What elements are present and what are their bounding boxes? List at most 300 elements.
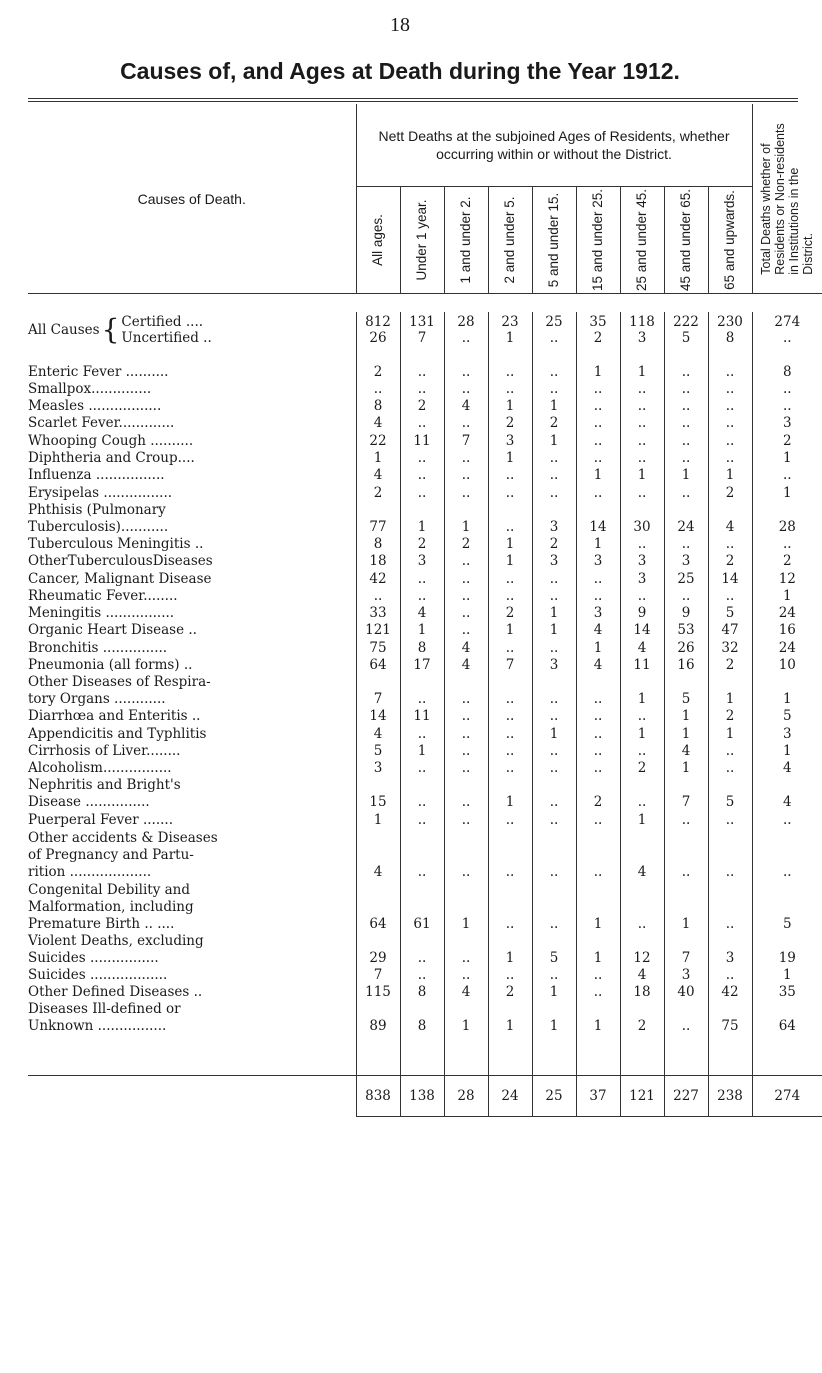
table-cell: 1 [752, 588, 822, 605]
table-row [28, 484, 822, 501]
table-cell: .. [444, 588, 488, 605]
table-cell: 1 [752, 450, 822, 467]
table-cell: .. [444, 570, 488, 587]
table-cell: .. [444, 811, 488, 828]
table-cell: .. [576, 725, 620, 742]
table-row [28, 570, 822, 587]
table-cell: .. [664, 484, 708, 501]
table-cell: .. [576, 484, 620, 501]
table-cell: .. [708, 811, 752, 828]
table-cell: 89 [356, 1001, 400, 1035]
table-cell: .. [620, 381, 664, 398]
table-cell: 4 [620, 829, 664, 881]
table-cell: .. [752, 829, 822, 881]
table-cell: .. [400, 829, 444, 881]
table-cell: .. [488, 708, 532, 725]
causes-of-death-table [28, 104, 822, 1117]
cause-label [28, 432, 356, 449]
cause-label-line: Diphtheria and Croup.... [28, 450, 195, 467]
table-cell: .. [620, 588, 664, 605]
all-causes-cell [400, 312, 444, 346]
table-cell: 1 [532, 432, 576, 449]
table-cell: .. [444, 467, 488, 484]
table-row [28, 432, 822, 449]
table-row [28, 398, 822, 415]
table-cell: .. [444, 725, 488, 742]
table-cell: 2 [752, 432, 822, 449]
table-cell: 1 [532, 398, 576, 415]
all-causes-row [28, 312, 822, 346]
table-cell: 2 [488, 605, 532, 622]
table-cell: 8 [356, 398, 400, 415]
table-cell: 30 [620, 502, 664, 536]
table-cell: .. [532, 777, 576, 811]
table-cell: .. [532, 829, 576, 881]
table-row [28, 502, 822, 536]
cause-label-line: Nephritis and Bright's [28, 777, 181, 794]
table-cell: 1 [400, 622, 444, 639]
table-cell: 47 [708, 622, 752, 639]
table-cell: 1 [532, 984, 576, 1001]
table-cell: 3 [576, 553, 620, 570]
table-cell: 4 [576, 657, 620, 674]
table-cell: 4 [620, 967, 664, 984]
table-cell: 11 [400, 708, 444, 725]
table-cell: 3 [532, 657, 576, 674]
table-cell: 3 [620, 570, 664, 587]
table-cell: .. [444, 415, 488, 432]
table-cell: 64 [356, 881, 400, 933]
table-cell: .. [488, 725, 532, 742]
header-age-label: 45 and under 65. [678, 188, 693, 292]
table-cell: .. [356, 588, 400, 605]
table-cell: .. [664, 811, 708, 828]
table-row [28, 363, 822, 380]
certified-value: 28 [457, 314, 475, 330]
table-cell: .. [576, 381, 620, 398]
totals-label [28, 1076, 356, 1117]
table-cell: 4 [444, 398, 488, 415]
table-cell: 4 [752, 777, 822, 811]
table-cell: 2 [576, 777, 620, 811]
table-cell: .. [664, 415, 708, 432]
cause-label [28, 467, 356, 484]
cause-label-line: Diarrhœa and Enteritis .. [28, 708, 201, 725]
total-cell: 24 [488, 1076, 532, 1117]
table-cell: .. [576, 811, 620, 828]
cause-label [28, 933, 356, 967]
certified-value: 25 [545, 314, 563, 330]
table-cell: .. [488, 484, 532, 501]
table-cell: 2 [532, 536, 576, 553]
table-cell: 28 [752, 502, 822, 536]
table-row [28, 743, 822, 760]
table-cell: .. [488, 363, 532, 380]
cause-label [28, 743, 356, 760]
table-cell: .. [532, 484, 576, 501]
table-cell: 3 [488, 432, 532, 449]
table-cell: .. [400, 484, 444, 501]
table-cell: 1 [576, 536, 620, 553]
cause-label-line: Erysipelas ................ [28, 484, 173, 501]
table-cell: 14 [708, 570, 752, 587]
table-cell: 22 [356, 432, 400, 449]
certified-value: 23 [501, 314, 519, 330]
table-cell: 1 [488, 933, 532, 967]
table-cell: 7 [356, 967, 400, 984]
table-cell: 1 [356, 811, 400, 828]
cause-label [28, 588, 356, 605]
table-cell: .. [576, 674, 620, 708]
table-cell: 35 [752, 984, 822, 1001]
table-cell: .. [400, 811, 444, 828]
table-cell: .. [488, 502, 532, 536]
table-cell: 1 [752, 484, 822, 501]
table-cell: .. [444, 484, 488, 501]
table-cell: 1 [664, 881, 708, 933]
cause-label-line: Cirrhosis of Liver........ [28, 742, 181, 759]
table-cell: .. [444, 674, 488, 708]
cause-label [28, 536, 356, 553]
cause-label [28, 553, 356, 570]
all-causes-cell [356, 312, 400, 346]
table-row [28, 777, 822, 811]
table-cell: .. [488, 639, 532, 656]
table-cell: 14 [576, 502, 620, 536]
table-cell: 2 [488, 984, 532, 1001]
table-cell: 7 [444, 432, 488, 449]
header-age-col [576, 187, 620, 294]
table-row [28, 760, 822, 777]
cause-label-line: Bronchitis ............... [28, 639, 168, 656]
table-cell: 19 [752, 933, 822, 967]
table-cell: .. [620, 536, 664, 553]
cause-label-line: Meningitis ................ [28, 605, 175, 622]
cause-label-line: Tuberculosis)........... [28, 518, 169, 535]
table-cell: 4 [356, 829, 400, 881]
total-cell: 25 [532, 1076, 576, 1117]
header-age-col [444, 187, 488, 294]
all-causes-cell [708, 312, 752, 346]
table-cell: 18 [620, 984, 664, 1001]
table-cell: .. [752, 467, 822, 484]
table-cell: 2 [488, 415, 532, 432]
table-cell: .. [532, 381, 576, 398]
table-cell: 121 [356, 622, 400, 639]
table-cell: 64 [752, 1001, 822, 1035]
table-row [28, 553, 822, 570]
table-cell: 2 [356, 484, 400, 501]
table-cell: .. [488, 674, 532, 708]
table-cell: .. [576, 432, 620, 449]
brace-glyph: { [101, 313, 120, 346]
table-cell: .. [620, 415, 664, 432]
table-cell: 17 [400, 657, 444, 674]
table-cell: 4 [356, 415, 400, 432]
cause-label-line: OtherTuberculousDiseases [28, 553, 213, 570]
table-cell: 64 [356, 657, 400, 674]
top-rule [28, 98, 798, 99]
cause-label-line: Enteric Fever .......... [28, 363, 169, 380]
table-cell: 1 [400, 743, 444, 760]
table-cell: .. [576, 708, 620, 725]
table-cell: .. [400, 381, 444, 398]
table-cell: .. [532, 967, 576, 984]
table-cell: 7 [664, 933, 708, 967]
table-cell: 1 [532, 1001, 576, 1035]
table-row [28, 811, 822, 828]
cause-label [28, 829, 356, 881]
table-cell: 3 [752, 415, 822, 432]
table-cell: .. [576, 760, 620, 777]
table-cell: .. [400, 570, 444, 587]
table-cell: .. [532, 450, 576, 467]
cause-label [28, 415, 356, 432]
table-cell: .. [752, 381, 822, 398]
table-cell: 4 [444, 639, 488, 656]
all-causes-cell [664, 312, 708, 346]
table-cell: .. [708, 588, 752, 605]
uncertified-value: 1 [505, 330, 515, 346]
table-cell: .. [488, 743, 532, 760]
table-cell: .. [664, 432, 708, 449]
table-row [28, 881, 822, 933]
table-cell: .. [400, 725, 444, 742]
table-cell: 18 [356, 553, 400, 570]
table-cell: .. [708, 450, 752, 467]
header-total-deaths [752, 104, 822, 294]
table-cell: 1 [752, 967, 822, 984]
table-cell: .. [708, 967, 752, 984]
table-cell: 9 [664, 605, 708, 622]
table-cell: 2 [400, 398, 444, 415]
cause-label-line: Phthisis (Pulmonary [28, 501, 166, 518]
table-row [28, 381, 822, 398]
table-cell: 8 [400, 639, 444, 656]
table-cell: 25 [664, 570, 708, 587]
table-cell: .. [532, 743, 576, 760]
cause-label [28, 570, 356, 587]
table-row [28, 450, 822, 467]
table-cell: 24 [664, 502, 708, 536]
table-cell: 1 [488, 777, 532, 811]
all-causes-cell [532, 312, 576, 346]
certified-value: 131 [409, 314, 435, 330]
cause-label [28, 639, 356, 656]
table-cell: 7 [664, 777, 708, 811]
cause-label-line: Unknown ................ [28, 1018, 167, 1035]
table-cell: 4 [620, 639, 664, 656]
table-cell: 16 [664, 657, 708, 674]
table-cell: .. [400, 415, 444, 432]
total-cell: 37 [576, 1076, 620, 1117]
uncertified-value: 2 [593, 330, 603, 346]
table-header [28, 104, 822, 294]
uncertified-value: 5 [681, 330, 691, 346]
table-cell: 1 [664, 725, 708, 742]
header-total-line: in Institutions in the [787, 167, 802, 275]
cause-label [28, 363, 356, 380]
header-age-group: Nett Deaths at the subjoined Ages of Residents, whether occurring within or without the District. [356, 104, 752, 187]
table-cell: 11 [620, 657, 664, 674]
table-row [28, 708, 822, 725]
uncertified-value: .. [549, 330, 559, 346]
table-cell: .. [488, 881, 532, 933]
total-cell: 227 [664, 1076, 708, 1117]
uncertified-label: Uncertified .. [121, 330, 212, 346]
cause-label [28, 502, 356, 536]
total-cell: 138 [400, 1076, 444, 1117]
header-total-line: Total Deaths whether of [759, 142, 774, 275]
table-cell: 10 [752, 657, 822, 674]
table-cell: .. [532, 588, 576, 605]
table-cell: .. [444, 967, 488, 984]
cause-label-line: Suicides .................. [28, 966, 168, 983]
cause-label [28, 398, 356, 415]
table-cell: .. [708, 536, 752, 553]
cause-label-line: Congenital Debility and [28, 881, 191, 898]
table-cell: .. [620, 743, 664, 760]
all-causes-cell [576, 312, 620, 346]
uncertified-value: 26 [369, 330, 387, 346]
table-cell: .. [400, 933, 444, 967]
table-cell: 1 [356, 450, 400, 467]
table-cell: 2 [708, 553, 752, 570]
table-cell: 15 [356, 777, 400, 811]
table-cell: 8 [400, 1001, 444, 1035]
header-age-label: Under 1 year. [414, 199, 429, 281]
certified-value: 35 [589, 314, 607, 330]
table-cell: 1 [708, 725, 752, 742]
table-cell: 8 [356, 536, 400, 553]
table-cell: 3 [664, 967, 708, 984]
table-cell: 1 [620, 363, 664, 380]
table-cell: 61 [400, 881, 444, 933]
cause-label-line: tory Organs ............ [28, 691, 166, 708]
header-age-label: 65 and upwards. [722, 190, 738, 290]
table-cell: 1 [488, 553, 532, 570]
cause-label [28, 881, 356, 933]
table-cell: 2 [400, 536, 444, 553]
header-age-col [400, 187, 444, 294]
table-cell: 2 [532, 415, 576, 432]
table-cell: 4 [444, 984, 488, 1001]
table-cell: .. [576, 743, 620, 760]
table-row [28, 967, 822, 984]
table-cell: 5 [708, 777, 752, 811]
cause-label-line: Cancer, Malignant Disease [28, 570, 212, 587]
cause-label-line: Other Defined Diseases .. [28, 984, 203, 1001]
certified-value: 222 [673, 314, 699, 330]
header-age-col [488, 187, 532, 294]
table-cell: 3 [532, 553, 576, 570]
table-cell: .. [620, 450, 664, 467]
table-cell: 4 [752, 760, 822, 777]
table-cell: .. [444, 777, 488, 811]
table-cell: 1 [752, 674, 822, 708]
all-causes-cell [444, 312, 488, 346]
table-cell: .. [752, 811, 822, 828]
cause-label-line: Premature Birth .. .... [28, 915, 175, 932]
certified-value: 274 [774, 314, 801, 330]
page-title: Causes of, and Ages at Death during the Year 1912. [120, 58, 680, 84]
header-total-line: Residents or Non-residents [773, 122, 788, 275]
table-cell: 9 [620, 605, 664, 622]
cause-label [28, 760, 356, 777]
table-cell: .. [444, 450, 488, 467]
table-cell: 32 [708, 639, 752, 656]
cause-label [28, 605, 356, 622]
table-cell: .. [444, 933, 488, 967]
table-cell: 1 [444, 1001, 488, 1035]
table-row [28, 933, 822, 967]
uncertified-value: 8 [725, 330, 735, 346]
table-body [28, 294, 822, 1117]
cause-label-line: Diseases Ill-defined or [28, 1001, 181, 1018]
cause-label-line: Measles ................. [28, 398, 162, 415]
table-cell: 3 [664, 553, 708, 570]
table-cell: .. [444, 622, 488, 639]
table-cell: 2 [444, 536, 488, 553]
table-cell: 2 [708, 708, 752, 725]
certified-value: 230 [717, 314, 743, 330]
table-row [28, 674, 822, 708]
all-causes-cell [488, 312, 532, 346]
table-cell: 4 [444, 657, 488, 674]
table-cell: 1 [664, 467, 708, 484]
total-cell: 274 [752, 1076, 822, 1117]
header-causes: Causes of Death. [137, 190, 246, 207]
table-cell: 14 [356, 708, 400, 725]
table-cell: 2 [620, 1001, 664, 1035]
table-row [28, 588, 822, 605]
table-cell: .. [576, 570, 620, 587]
cause-label [28, 381, 356, 398]
table-cell: 4 [356, 725, 400, 742]
cause-label-line: Organic Heart Disease .. [28, 622, 197, 639]
table-cell: 42 [708, 984, 752, 1001]
table-cell: .. [400, 363, 444, 380]
table-cell: .. [576, 984, 620, 1001]
header-age-col [620, 187, 664, 294]
header-age-label: 15 and under 25. [590, 188, 605, 292]
table-cell: .. [708, 432, 752, 449]
table-cell: .. [752, 398, 822, 415]
header-age-col [664, 187, 708, 294]
table-cell: .. [532, 708, 576, 725]
table-cell: 24 [752, 639, 822, 656]
uncertified-value: .. [461, 330, 471, 346]
table-cell: .. [532, 467, 576, 484]
table-cell: .. [664, 536, 708, 553]
table-cell: .. [708, 743, 752, 760]
spacer-row [28, 346, 822, 363]
cause-label [28, 622, 356, 639]
table-cell: 8 [400, 984, 444, 1001]
table-cell: 12 [752, 570, 822, 587]
table-cell: 1 [576, 467, 620, 484]
table-cell: .. [708, 760, 752, 777]
table-cell: 1 [752, 743, 822, 760]
cause-label [28, 657, 356, 674]
table-cell: 5 [356, 743, 400, 760]
table-cell: 1 [620, 725, 664, 742]
table-cell: 5 [752, 708, 822, 725]
table-cell: 24 [752, 605, 822, 622]
table-cell: 1 [664, 708, 708, 725]
table-cell: .. [532, 674, 576, 708]
table-cell: 26 [664, 639, 708, 656]
